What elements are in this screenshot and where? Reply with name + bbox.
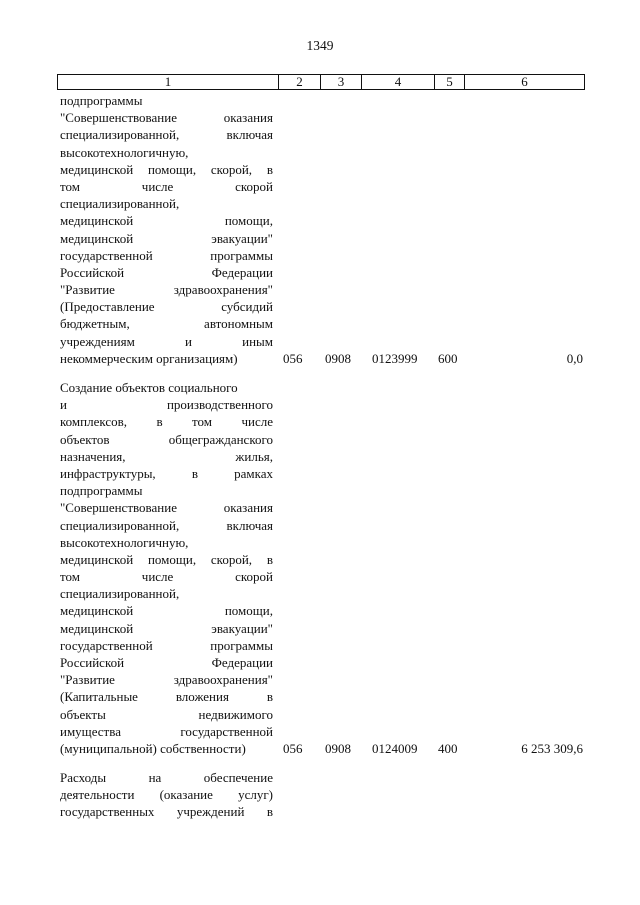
description-line <box>60 247 273 264</box>
description-word: Расходы <box>60 770 107 785</box>
description-line <box>60 333 273 350</box>
description-word: скорой <box>235 178 273 194</box>
description-word: помощи, <box>224 603 273 619</box>
description-line <box>60 585 273 602</box>
description-line <box>60 212 273 229</box>
description-line <box>60 178 273 195</box>
header-cell-2: 2 <box>279 75 321 89</box>
table-row-code-3: 0908 <box>325 741 351 756</box>
description-word: оказания <box>223 110 273 126</box>
description-word: высокотехнологичную, <box>60 534 189 550</box>
description-word: и <box>184 333 192 349</box>
page-number: 1349 <box>306 38 334 53</box>
description-line <box>60 534 273 551</box>
description-word: общегражданского <box>168 431 273 447</box>
description-word: Создание объектов социального <box>60 380 238 395</box>
description-line <box>60 568 273 585</box>
description-line <box>60 350 273 367</box>
description-word: государственной <box>180 723 273 739</box>
description-word: государственных <box>60 804 155 820</box>
description-word: медицинской <box>60 620 134 636</box>
description-line <box>60 448 273 465</box>
description-line <box>60 551 273 568</box>
table-row-code-5: 600 <box>438 351 458 366</box>
description-word: Федерации <box>211 655 273 670</box>
description-word: некоммерческим организациям) <box>60 350 238 366</box>
description-word: комплексов, <box>60 414 127 430</box>
description-line <box>60 92 273 109</box>
header-cell-1: 1 <box>58 75 279 89</box>
header-cell-6: 6 <box>521 74 528 89</box>
description-line <box>60 499 273 516</box>
table-row-description <box>60 92 273 367</box>
description-word: рамках <box>234 465 273 481</box>
description-word: автономным <box>204 316 273 332</box>
description-line <box>60 602 273 619</box>
description-word: том <box>60 569 80 585</box>
description-line <box>60 230 273 247</box>
description-line <box>60 688 273 705</box>
description-line <box>60 723 273 740</box>
description-word: подпрограммы <box>60 483 143 499</box>
description-word: государственной <box>60 247 153 263</box>
description-line <box>60 740 273 757</box>
description-word: здравоохранения" <box>173 672 273 688</box>
table-row-code-2: 056 <box>283 351 303 366</box>
description-word: программы <box>210 247 273 263</box>
description-word: высокотехнологичную, <box>60 144 189 160</box>
table-header-row <box>57 74 585 90</box>
description-word: услуг) <box>238 787 273 803</box>
description-line <box>60 706 273 723</box>
description-word: Российской <box>60 264 125 280</box>
description-word: учреждениям <box>60 333 135 349</box>
description-line <box>60 396 273 413</box>
description-word: субсидий <box>221 299 273 315</box>
description-line <box>60 671 273 688</box>
header-cell-3: 3 <box>321 75 362 89</box>
description-word: специализированной, <box>60 127 180 143</box>
table-row-amount: 6 253 309,6 <box>521 741 583 756</box>
description-word: вложения <box>175 689 229 705</box>
description-line <box>60 620 273 637</box>
description-word: специализированной, <box>60 517 180 533</box>
table-row-description <box>60 769 273 821</box>
description-line <box>60 803 273 820</box>
description-word: в <box>266 551 273 567</box>
description-line <box>60 281 273 298</box>
header-cell-5: 5 <box>435 75 465 89</box>
description-line <box>60 315 273 332</box>
table-row-code-4: 0123999 <box>372 351 418 366</box>
description-word: эвакуации" <box>211 230 273 246</box>
description-word: оказания <box>223 500 273 516</box>
description-word: (Капитальные <box>60 689 138 705</box>
description-word: числе <box>241 414 273 430</box>
description-line <box>60 465 273 482</box>
header-cell-4: 4 <box>362 75 435 89</box>
description-word: недвижимого <box>198 706 273 722</box>
description-word: в <box>156 414 163 430</box>
description-word: имущества <box>60 723 121 739</box>
description-word: медицинской <box>60 551 134 567</box>
description-word: в <box>191 465 198 481</box>
description-word: числе <box>141 569 174 585</box>
description-word: в <box>266 689 273 705</box>
description-line <box>60 161 273 178</box>
description-line <box>60 109 273 126</box>
description-word: эвакуации" <box>211 620 273 636</box>
description-word: объекты <box>60 706 106 722</box>
description-line <box>60 264 273 281</box>
description-word: на <box>148 770 162 785</box>
description-word: Федерации <box>211 264 273 280</box>
description-line <box>60 654 273 671</box>
description-word: инфраструктуры, <box>60 465 156 481</box>
description-word: скорой, <box>210 161 253 177</box>
description-word: "Развитие <box>60 282 115 298</box>
table-row-code-5: 400 <box>438 741 458 756</box>
description-word: бюджетным, <box>60 316 130 332</box>
table-row-code-4: 0124009 <box>372 741 418 756</box>
description-line <box>60 431 273 448</box>
description-word: в <box>266 161 273 177</box>
description-line <box>60 379 273 396</box>
description-line <box>60 517 273 534</box>
description-line <box>60 786 273 803</box>
description-word: числе <box>141 178 174 194</box>
description-word: включая <box>226 127 273 143</box>
description-word: обеспечение <box>203 770 273 785</box>
description-word: скорой <box>235 569 273 585</box>
table-row-description <box>60 379 273 757</box>
table-row-code-3: 0908 <box>325 351 351 366</box>
description-word: специализированной, <box>60 196 180 212</box>
description-word: скорой, <box>210 551 253 567</box>
description-line <box>60 637 273 654</box>
description-word: Российской <box>60 655 125 670</box>
description-word: иным <box>242 333 273 349</box>
description-word: программы <box>210 637 273 653</box>
description-word: государственной <box>60 637 153 653</box>
description-word: том <box>192 414 213 430</box>
description-word: производственного <box>166 397 273 413</box>
description-word: учреждений <box>176 804 245 820</box>
description-word: помощи, <box>224 213 273 229</box>
description-word: "Развитие <box>60 672 115 688</box>
description-word: медицинской <box>60 603 134 619</box>
description-word: здравоохранения" <box>173 282 273 298</box>
description-line <box>60 413 273 430</box>
description-word: объектов <box>60 431 110 447</box>
description-word: жилья, <box>235 448 273 464</box>
table-row-code-2: 056 <box>283 741 303 756</box>
description-word: и <box>60 397 67 413</box>
description-word: том <box>60 178 80 194</box>
description-line <box>60 298 273 315</box>
description-word: включая <box>226 517 273 533</box>
description-word: (Предоставление <box>60 299 155 315</box>
description-line <box>60 195 273 212</box>
description-word: в <box>266 804 273 820</box>
description-line <box>60 126 273 143</box>
description-word: медицинской <box>60 161 134 177</box>
description-word: назначения, <box>60 448 126 464</box>
description-word: специализированной, <box>60 586 180 602</box>
description-word: (муниципальной) собственности) <box>60 740 246 756</box>
description-word: помощи, <box>147 161 197 177</box>
description-word: медицинской <box>60 230 134 246</box>
description-word: (оказание <box>159 787 213 803</box>
description-word: подпрограммы <box>60 93 143 108</box>
description-line <box>60 144 273 161</box>
description-word: медицинской <box>60 213 134 229</box>
description-word: "Совершенствование <box>60 500 177 516</box>
description-word: деятельности <box>60 787 135 803</box>
description-word: помощи, <box>147 551 197 567</box>
description-line <box>60 769 273 786</box>
description-word: "Совершенствование <box>60 110 177 126</box>
description-line <box>60 482 273 499</box>
table-row-amount: 0,0 <box>566 351 583 366</box>
